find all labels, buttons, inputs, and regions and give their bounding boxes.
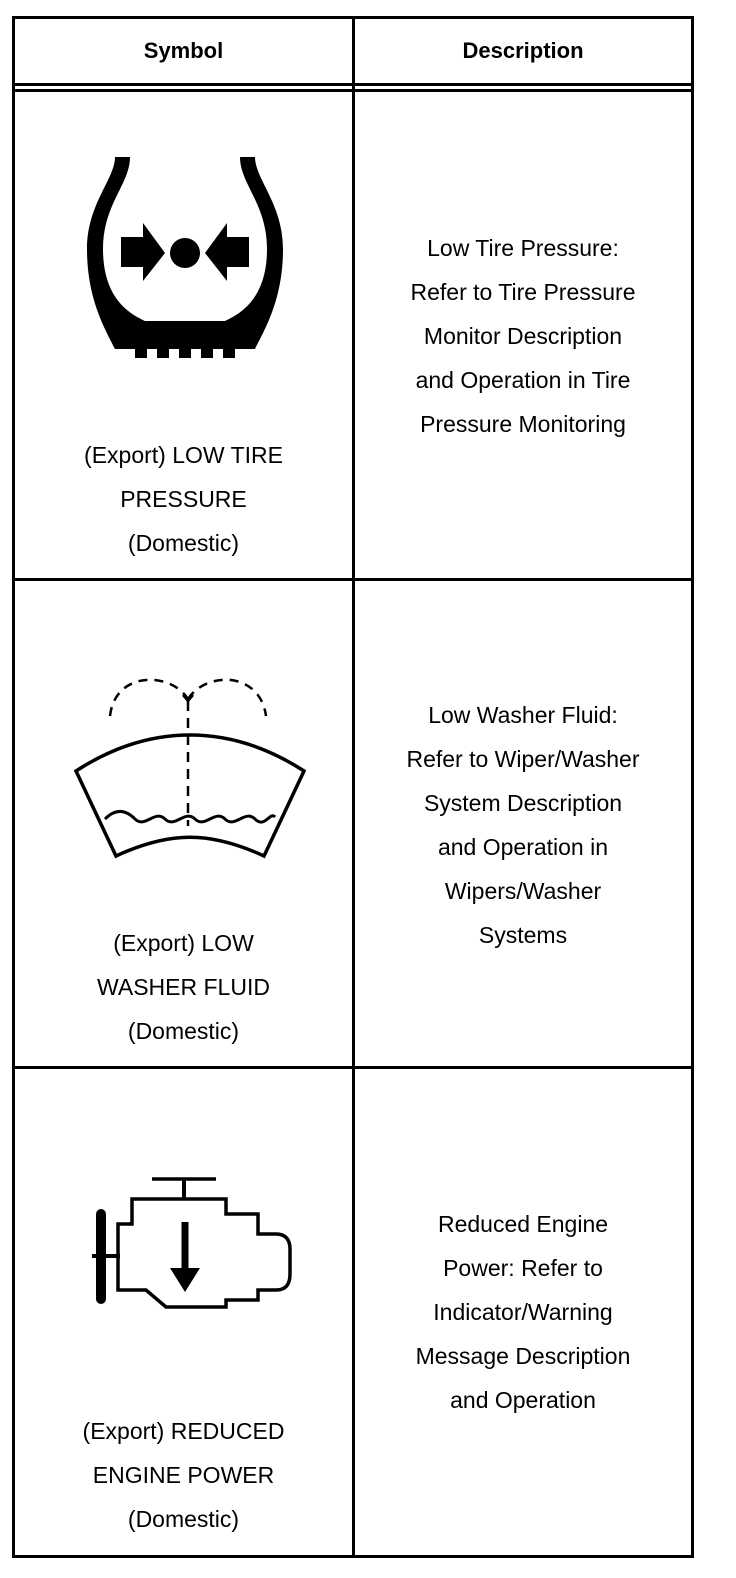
symbol-line: ENGINE POWER (92, 1462, 275, 1488)
symbol-line: PRESSURE (120, 486, 247, 512)
description-line: Reduced Engine (437, 1211, 609, 1237)
description-line: Low Washer Fluid: (428, 702, 618, 728)
reduced-engine-power-icon (90, 1174, 300, 1314)
symbol-line: (Domestic) (127, 1018, 240, 1044)
description-line: Message Description (415, 1343, 631, 1369)
row-divider (15, 578, 691, 581)
description-line: Power: Refer to (443, 1255, 603, 1281)
header-symbol: Symbol (143, 38, 224, 63)
header-divider (15, 83, 691, 86)
description-line: Wipers/Washer (444, 878, 602, 904)
header-description: Description (462, 38, 584, 63)
symbol-line: (Export) LOW (113, 930, 254, 956)
description-line: Refer to Tire Pressure (410, 279, 636, 305)
symbol-line: (Export) REDUCED (82, 1418, 285, 1444)
description-line: and Operation in Tire (415, 367, 631, 393)
symbol-line: (Domestic) (127, 530, 240, 556)
description-line: System Description (423, 790, 623, 816)
description-line: Pressure Monitoring (420, 411, 626, 437)
low-tire-pressure-icon (85, 149, 285, 359)
description-line: and Operation in (437, 834, 609, 860)
symbol-label-reduced-engine-power (15, 1409, 352, 1541)
description-low-tire-pressure (355, 226, 691, 446)
header-divider-second (15, 89, 691, 92)
symbol-line: (Domestic) (127, 1506, 240, 1532)
symbol-line: WASHER FLUID (97, 974, 270, 1000)
description-line: and Operation (450, 1387, 596, 1413)
symbol-label-low-tire-pressure (15, 433, 352, 565)
low-washer-fluid-icon (70, 651, 310, 861)
description-line: Monitor Description (423, 323, 623, 349)
description-line: Indicator/Warning (433, 1299, 613, 1325)
description-line: Refer to Wiper/Washer (406, 746, 640, 772)
row-divider (15, 1066, 691, 1069)
warning-symbols-table (12, 16, 694, 1558)
description-line: Systems (478, 922, 568, 948)
symbol-line: (Export) LOW TIRE (84, 442, 283, 468)
description-reduced-engine-power (355, 1202, 691, 1422)
description-low-washer-fluid (355, 693, 691, 957)
description-line: Low Tire Pressure: (427, 235, 619, 261)
symbol-label-low-washer-fluid (15, 921, 352, 1053)
